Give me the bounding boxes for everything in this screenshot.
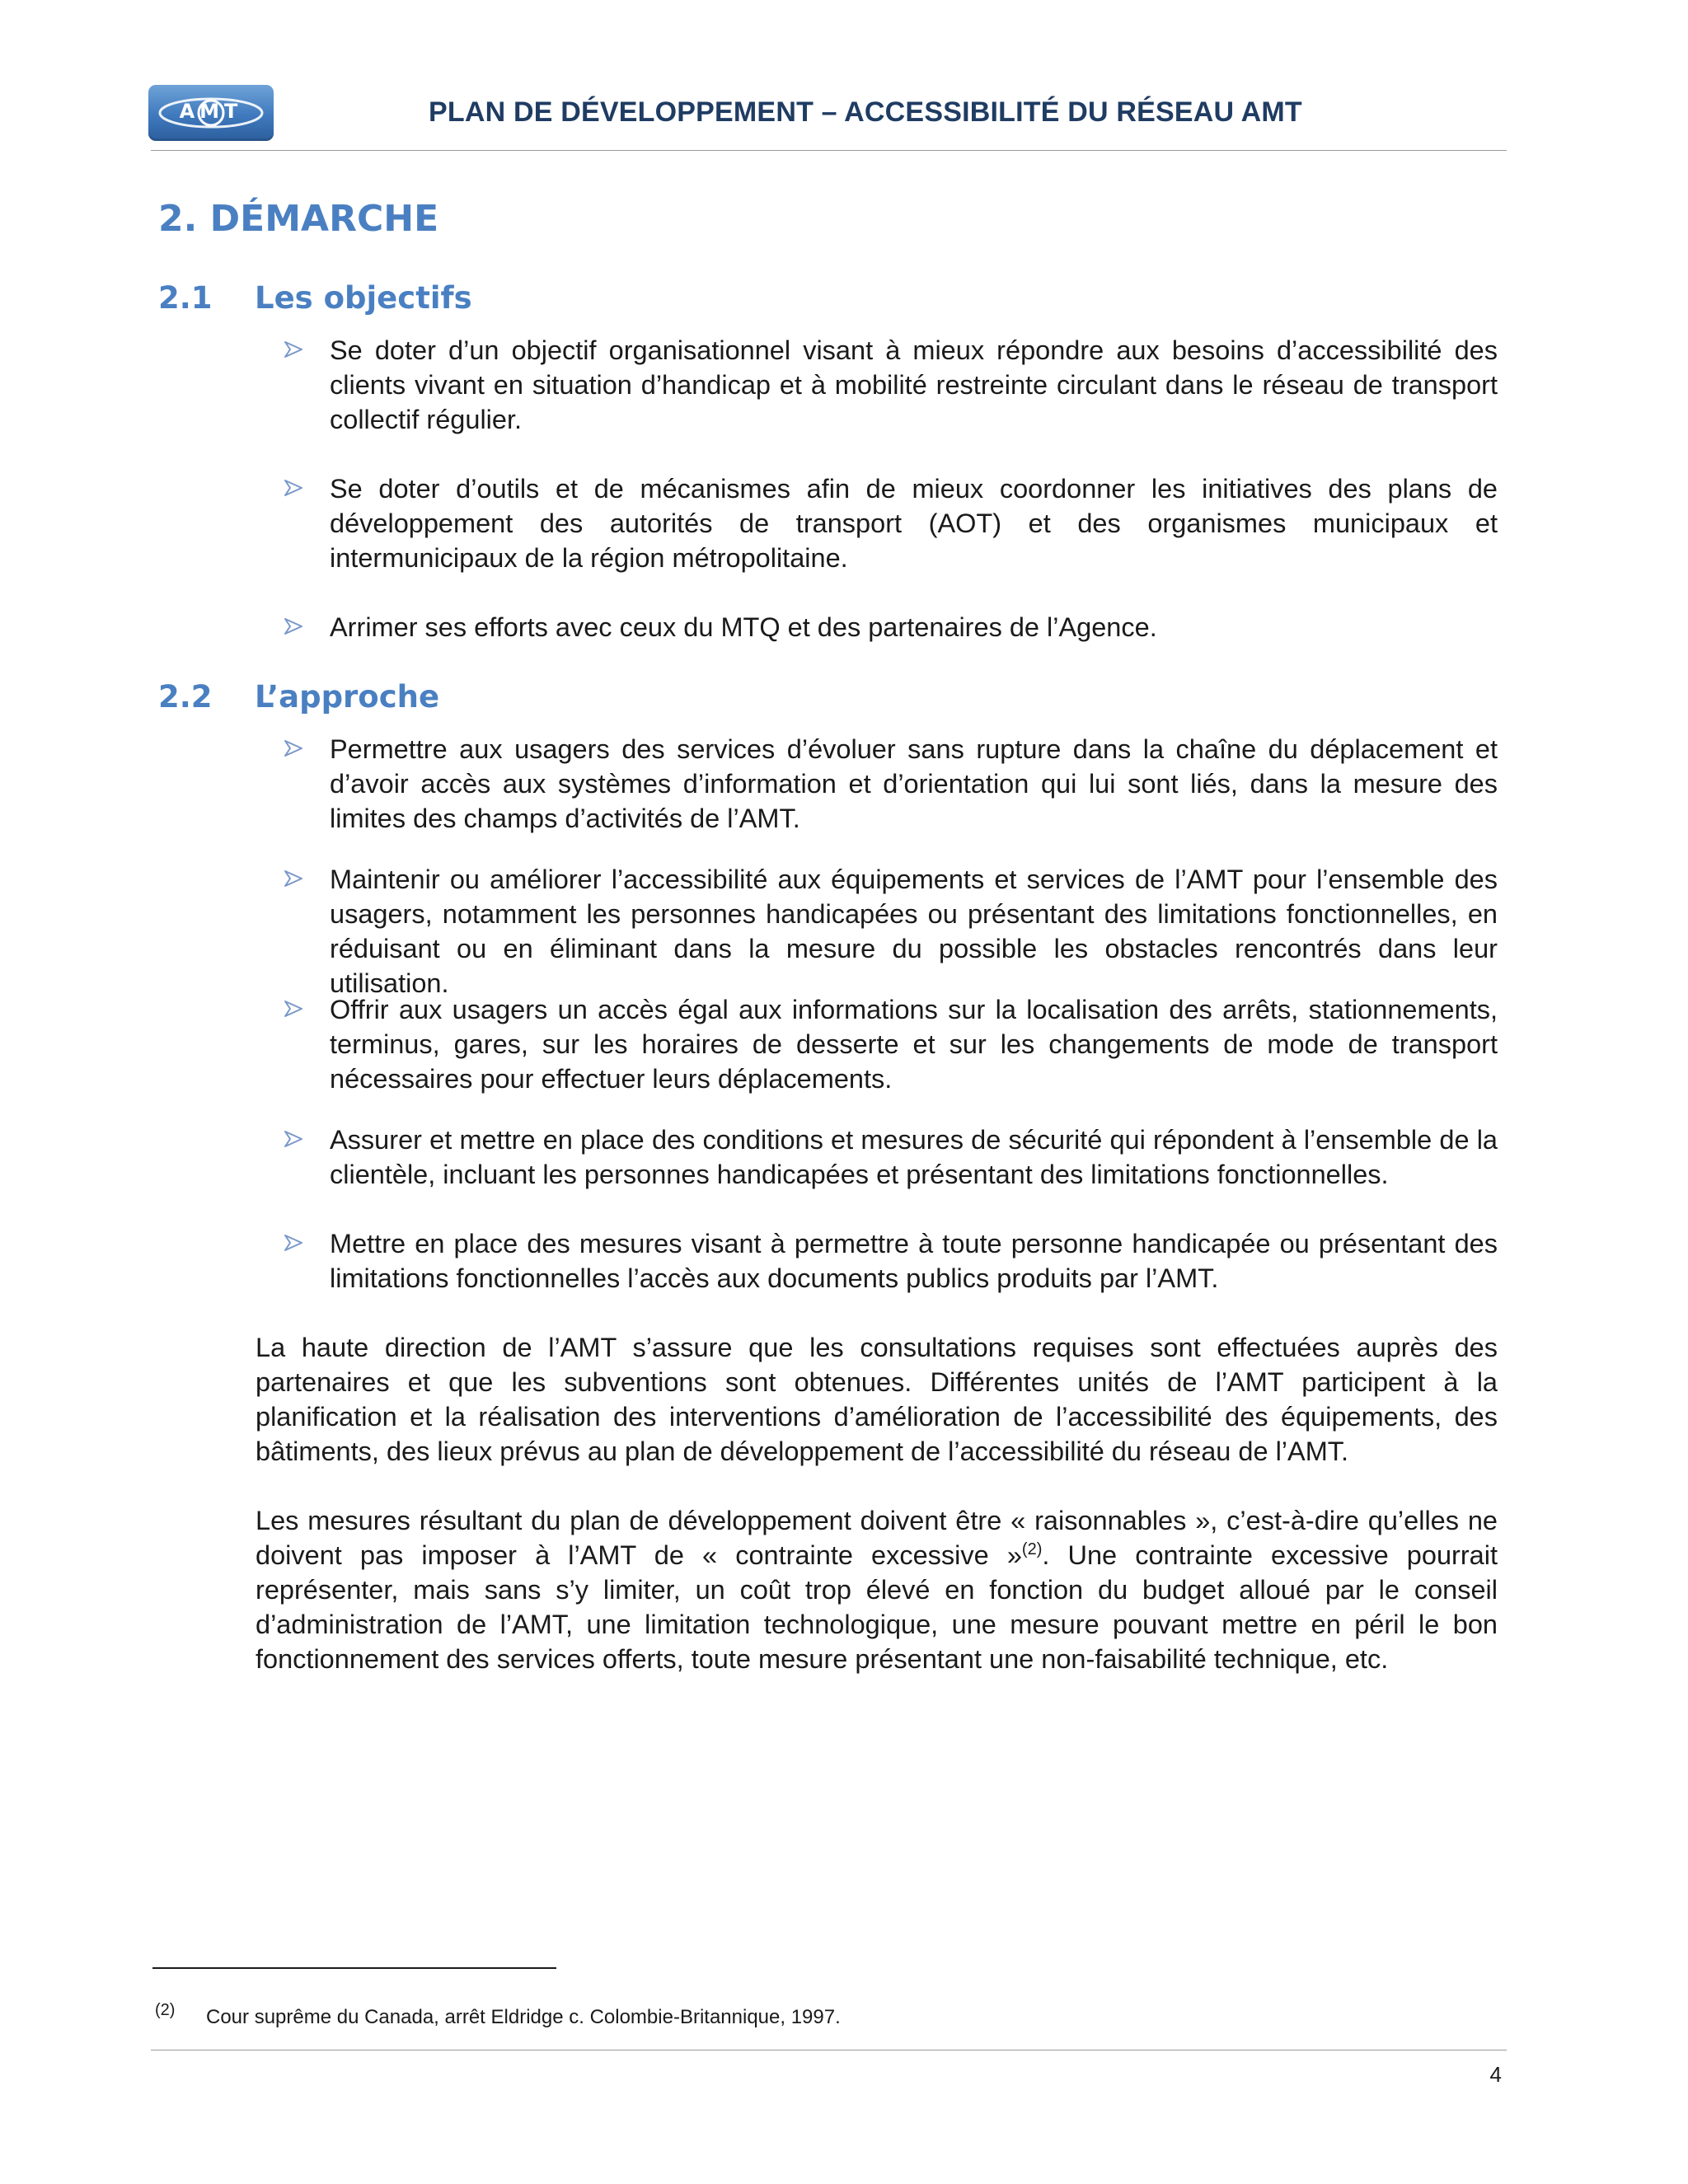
paragraph-text: . Une contrainte excessive pourrait représenter, mais sans s’y limiter, un coût trop élevé en fonction du budget alloué par le conseil d’administration de l’AMT, une limitation technologique, une mesure pouvant mettre en péril le bon fonctionnement des services offerts, toute mesure présentant une non-faisabilité technique, etc.: [256, 1540, 1498, 1674]
arrowhead-bullet-icon: [284, 479, 303, 497]
footnote-mark: (2): [155, 2001, 176, 2019]
arrowhead-bullet-icon: [284, 340, 303, 359]
list-item-text: Assurer et mettre en place des conditions et mesures de sécurité qui répondent à l’ensemble de la clientèle, incluant les personnes handicapées et présentant des limitations fonctionnelles.: [330, 1125, 1498, 1189]
body-paragraph: La haute direction de l’AMT s’assure que les consultations requises sont effectuées auprès des partenaires et que les subventions sont obtenues. Différentes unités de l’AMT participent à la planification et la réalisation des interventions d’amélioration de l’accessibilité des équipements, des bâtiments, des lieux prévus au plan de développement de l’accessibilité du réseau de l’AMT.: [256, 1333, 1498, 1466]
header-divider: [151, 150, 1507, 151]
subsection-number: 2.2: [158, 679, 213, 715]
list-item: [330, 1122, 1498, 1192]
list-item-text: Se doter d’un objectif organisationnel visant à mieux répondre aux besoins d’accessibilité des clients vivant en situation d’handicap et à mobilité restreinte circulant dans le réseau de transport collectif régulier.: [330, 335, 1498, 434]
running-header-title: PLAN DE DÉVELOPPEMENT – ACCESSIBILITÉ DU RÉSEAU AMT: [429, 96, 1302, 128]
subsection-title: L’approche: [255, 679, 440, 715]
paragraph-text: Les mesures résultant du plan de développement doivent être « raisonnables », c’est-à-dire qu’elles ne doivent pas imposer à l’AMT de « contrainte excessive »: [256, 1506, 1498, 1570]
list-item-text: Offrir aux usagers un accès égal aux informations sur la localisation des arrêts, stationnements, terminus, gares, sur les horaires de desserte et sur les changements de mode de transport nécessaires pour effectuer leurs déplacements.: [330, 995, 1498, 1094]
subsection-title: Les objectifs: [255, 280, 472, 316]
list-item: [330, 471, 1498, 575]
arrowhead-bullet-icon: [284, 1130, 303, 1148]
list-item: [330, 1226, 1498, 1296]
logo-text: AMT: [179, 100, 243, 123]
footnote-text: Cour suprême du Canada, arrêt Eldridge c. Colombie-Britannique, 1997.: [206, 2006, 841, 2028]
subsection-number: 2.1: [158, 280, 213, 316]
list-item: [330, 862, 1498, 1001]
arrowhead-bullet-icon: [284, 1000, 303, 1018]
arrowhead-bullet-icon: [284, 617, 303, 635]
arrowhead-bullet-icon: [284, 869, 303, 888]
list-item: [330, 610, 1498, 644]
arrowhead-bullet-icon: [284, 739, 303, 757]
list-item-text: Arrimer ses efforts avec ceux du MTQ et des partenaires de l’Agence.: [330, 612, 1157, 642]
footnote-divider: [152, 1967, 556, 1969]
section-heading: 2. DÉMARCHE: [158, 198, 439, 240]
footnote-reference: (2): [1021, 1540, 1043, 1559]
list-item-text: Se doter d’outils et de mécanismes afin de mieux coordonner les initiatives des plans de développement des autorités de transport (AOT) et des organismes municipaux et intermunicipaux de la région métropolitaine.: [330, 474, 1498, 573]
amt-logo: [148, 85, 274, 141]
list-item-text: Permettre aux usagers des services d’évoluer sans rupture dans la chaîne du déplacement et d’avoir accès aux systèmes d’information et d’orientation qui lui sont liés, dans la mesure des limites des champs d’activités de l’AMT.: [330, 734, 1498, 833]
list-item: [330, 732, 1498, 836]
subsection-heading-approche: [158, 679, 439, 715]
subsection-heading-objectifs: [158, 280, 472, 316]
arrowhead-bullet-icon: [284, 1234, 303, 1252]
page-number: 4: [1489, 2062, 1502, 2087]
list-item-text: Mettre en place des mesures visant à permettre à toute personne handicapée ou présentant des limitations fonctionnelles l’accès aux documents publics produits par l’AMT.: [330, 1229, 1498, 1293]
body-paragraph: [256, 1503, 1498, 1676]
list-item: [330, 333, 1498, 437]
list-item-text: Maintenir ou améliorer l’accessibilité aux équipements et services de l’AMT pour l’ensemble des usagers, notamment les personnes handicapées ou présentant des limitations fonctionnelles, en réduisant ou en éliminant dans la mesure du possible les obstacles rencontrés dans leur utilisation.: [330, 865, 1498, 998]
list-item: [330, 992, 1498, 1096]
